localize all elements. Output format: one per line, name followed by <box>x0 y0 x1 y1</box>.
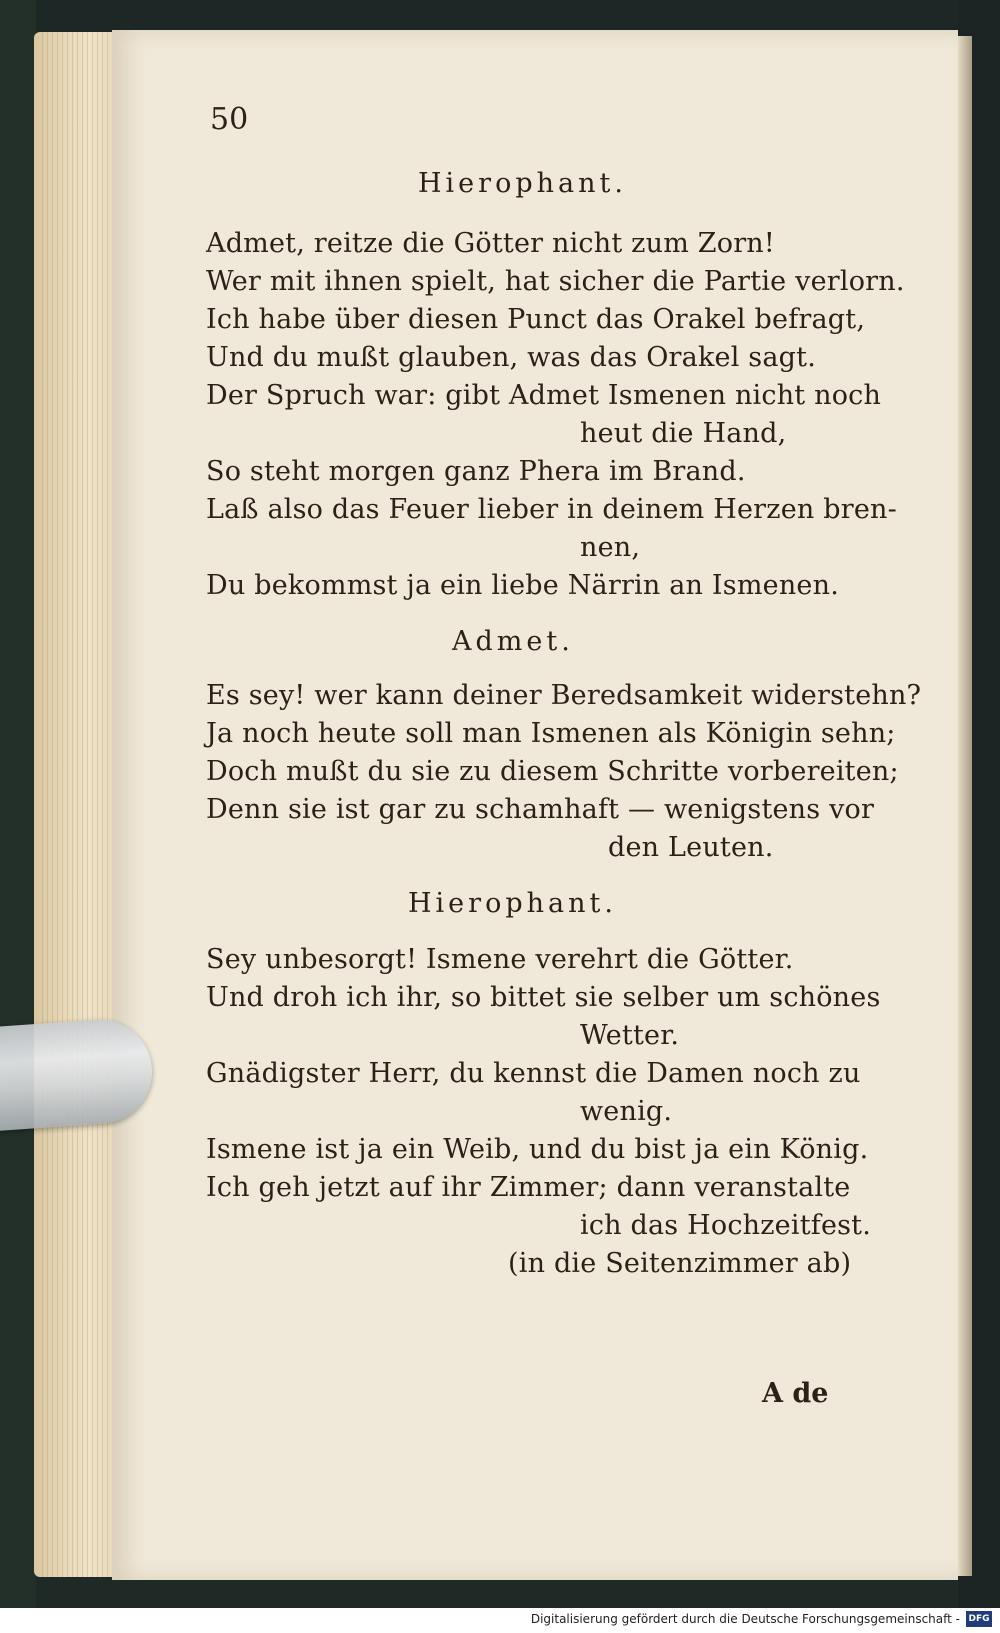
verse-line-continued: wenig. <box>580 1096 673 1127</box>
dfg-logo-icon: DFG <box>966 1611 992 1627</box>
stage-direction: (in die Seitenzimmer ab) <box>508 1248 852 1279</box>
speaker-heading: Hierophant. <box>418 168 627 199</box>
verse-line: Laß also das Feuer lieber in deinem Herzen bren- <box>206 494 897 525</box>
verse-line: Ich geh jetzt auf ihr Zimmer; dann veranstalte <box>206 1172 851 1203</box>
verse-line-continued: den Leuten. <box>608 832 774 863</box>
verse-line: So steht morgen ganz Phera im Brand. <box>206 456 746 487</box>
verse-line: Der Spruch war: gibt Admet Ismenen nicht noch <box>206 380 882 411</box>
scan-background-left <box>0 0 36 1633</box>
verse-line: Gnädigster Herr, du kennst die Damen noch zu <box>206 1058 861 1089</box>
footer-credit: Digitalisierung gefördert durch die Deutsche Forschungsgemeinschaft - <box>530 1612 960 1626</box>
verse-line: Denn sie ist gar zu schamhaft — wenigstens vor <box>206 794 875 825</box>
verse-line: Es sey! wer kann deiner Beredsamkeit widerstehn? <box>206 680 922 711</box>
speaker-heading: Hierophant. <box>408 888 617 919</box>
speaker-heading: Admet. <box>452 626 574 657</box>
verse-line-continued: ich das Hochzeitfest. <box>580 1210 872 1241</box>
verse-line: Sey unbesorgt! Ismene verehrt die Götter. <box>206 944 794 975</box>
verse-line: Ismene ist ja ein Weib, und du bist ja ein König. <box>206 1134 869 1165</box>
verse-line: Doch mußt du sie zu diesem Schritte vorbereiten; <box>206 756 899 787</box>
verse-line: Und du mußt glauben, was das Orakel sagt. <box>206 342 816 373</box>
verse-line-continued: Wetter. <box>580 1020 680 1051</box>
verse-line: Wer mit ihnen spielt, hat sicher die Partie verlorn. <box>206 266 905 297</box>
verse-line: Ich habe über diesen Punct das Orakel befragt, <box>206 304 866 335</box>
page-number: 50 <box>210 102 249 137</box>
verse-line-continued: nen, <box>580 532 641 563</box>
verse-line: Und droh ich ihr, so bittet sie selber um schönes <box>206 982 881 1013</box>
catchword: A de <box>762 1378 829 1409</box>
verse-line-continued: heut die Hand, <box>580 418 787 449</box>
verse-line: Ja noch heute soll man Ismenen als Königin sehn; <box>206 718 896 749</box>
verse-line: Du bekommst ja ein liebe Närrin an Ismenen. <box>206 570 839 601</box>
page-stack-lines <box>42 32 112 1577</box>
verse-line: Admet, reitze die Götter nicht zum Zorn! <box>206 228 775 259</box>
